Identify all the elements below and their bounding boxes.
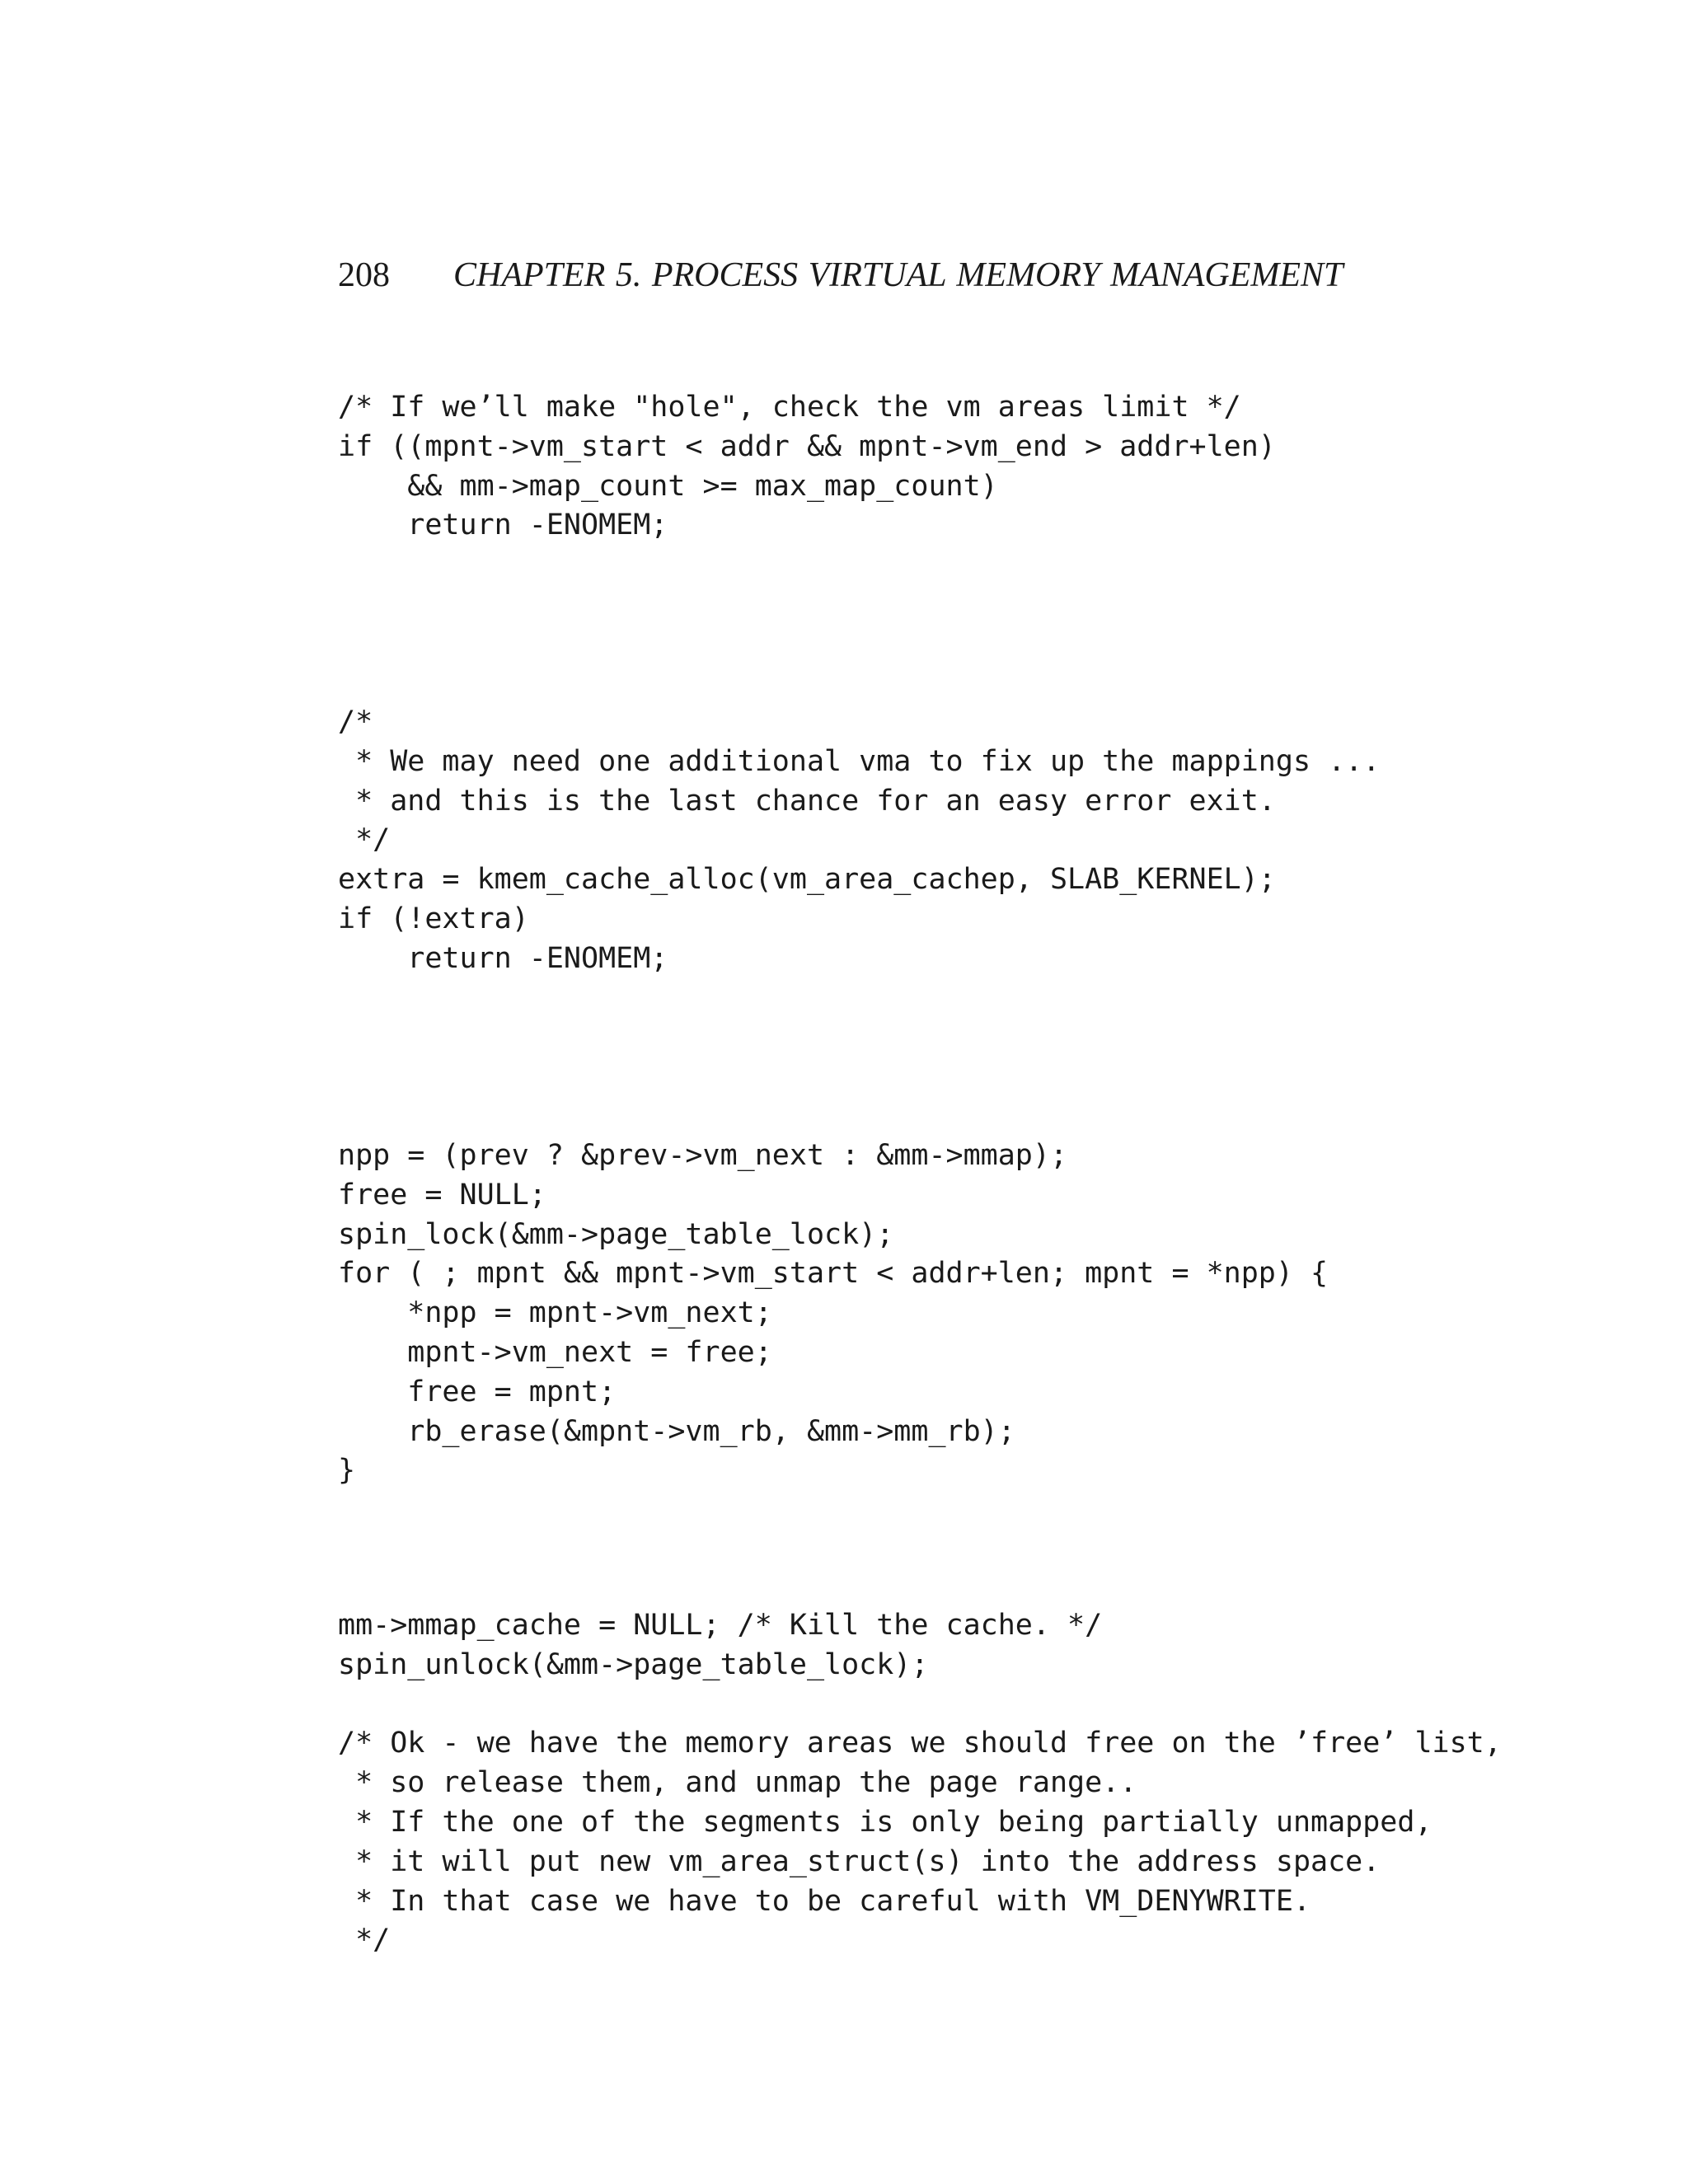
- code-line: npp = (prev ? &prev->vm_next : &mm->mmap);: [338, 1139, 1068, 1172]
- code-line: mpnt->vm_next = free;: [338, 1335, 772, 1369]
- code-line: * and this is the last chance for an easy error exit.: [338, 784, 1276, 818]
- code-block-free-list-loop: [338, 1137, 1328, 1491]
- code-line: }: [338, 1454, 356, 1488]
- code-line: * it will put new vm_area_struct(s) into the address space.: [338, 1844, 1381, 1878]
- code-line: return -ENOMEM;: [338, 941, 668, 975]
- code-line: free = mpnt;: [338, 1375, 617, 1408]
- code-line: */: [338, 1924, 391, 1957]
- running-header: [338, 255, 1409, 305]
- code-line: /* If we’ll make "hole", check the vm areas limit */: [338, 391, 1241, 424]
- code-line: if (!extra): [338, 902, 529, 935]
- code-block-vm-areas-limit: [338, 388, 1276, 546]
- code-line: if ((mpnt->vm_start < addr && mpnt->vm_end > addr+len): [338, 429, 1276, 463]
- page-number: 208: [338, 256, 390, 294]
- code-line: rb_erase(&mpnt->vm_rb, &mm->mm_rb);: [338, 1414, 1015, 1448]
- code-line: * If the one of the segments is only being partially unmapped,: [338, 1805, 1432, 1839]
- code-line: * We may need one additional vma to fix up the mappings ...: [338, 744, 1381, 778]
- code-line: free = NULL;: [338, 1178, 546, 1212]
- code-line: for ( ; mpnt && mpnt->vm_start < addr+len; mpnt = *npp) {: [338, 1257, 1329, 1291]
- code-line: mm->mmap_cache = NULL; /* Kill the cache. */: [338, 1609, 1103, 1642]
- code-line: spin_lock(&mm->page_table_lock);: [338, 1217, 894, 1251]
- code-line: /* Ok - we have the memory areas we should free on the ’free’ list,: [338, 1727, 1502, 1760]
- code-line: * so release them, and unmap the page range..: [338, 1766, 1137, 1800]
- code-line: */: [338, 823, 391, 857]
- code-line: spin_unlock(&mm->page_table_lock);: [338, 1647, 929, 1681]
- code-line: /*: [338, 705, 373, 738]
- code-line: return -ENOMEM;: [338, 509, 668, 542]
- code-line: extra = kmem_cache_alloc(vm_area_cachep, SLAB_KERNEL);: [338, 863, 1276, 897]
- code-line: [338, 1685, 1502, 1725]
- code-line: * In that case we have to be careful with VM_DENYWRITE.: [338, 1884, 1311, 1918]
- code-line: *npp = mpnt->vm_next;: [338, 1296, 772, 1330]
- code-block-kill-cache: [338, 1606, 1502, 1961]
- code-block-extra-vma-alloc: [338, 703, 1380, 979]
- code-line: && mm->map_count >= max_map_count): [338, 469, 998, 503]
- chapter-title: CHAPTER 5. PROCESS VIRTUAL MEMORY MANAGEMENT: [453, 256, 1343, 294]
